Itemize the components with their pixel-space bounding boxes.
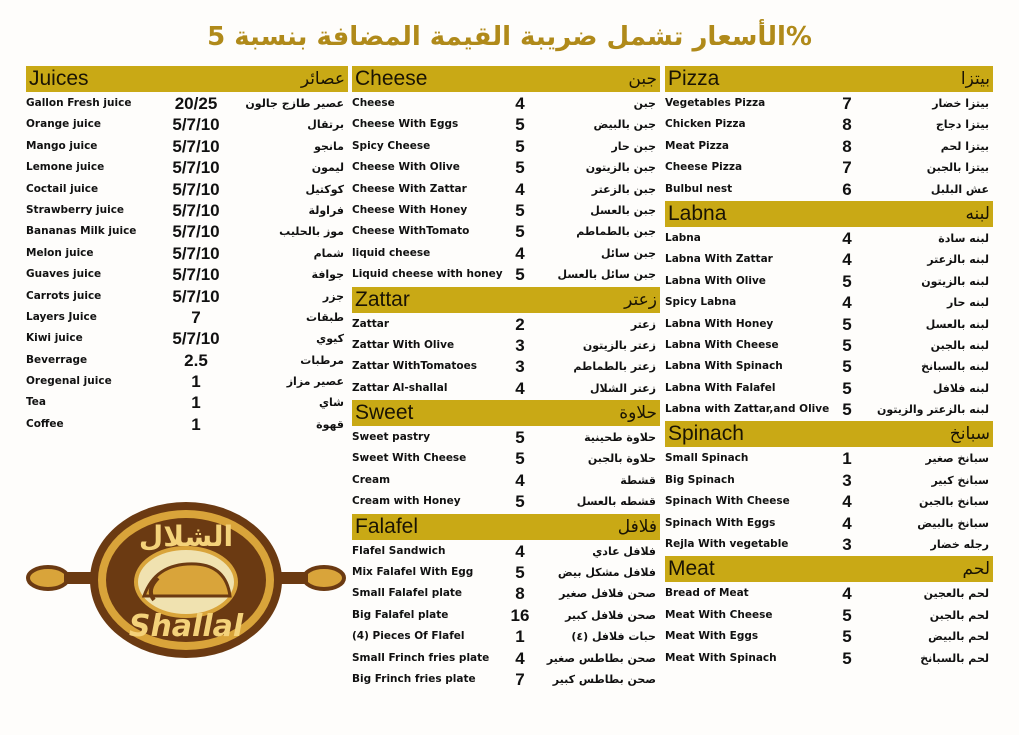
item-name-en: Big Frinch fries plate <box>352 672 476 685</box>
item-name-en: Oregenal juice <box>26 375 112 388</box>
item-price: 1 <box>842 449 852 469</box>
item-name-ar: شمام <box>313 246 344 260</box>
section-title-en: Labna <box>668 201 727 225</box>
menu-item <box>352 379 660 400</box>
item-name-en: Spicy Labna <box>665 296 737 309</box>
menu-item <box>352 670 660 691</box>
item-name-ar: لبنه بالجبن <box>930 338 989 352</box>
item-name-ar: عصير طازج جالون <box>245 97 344 110</box>
item-name-en: Meat With Spinach <box>665 651 777 664</box>
section-title-ar: جبن <box>628 69 657 89</box>
item-name-ar: فلافل عادي <box>592 544 656 558</box>
item-price: 4 <box>515 470 525 490</box>
menu-item <box>352 158 660 179</box>
item-price: 5 <box>842 271 852 291</box>
menu-column-1 <box>26 66 348 436</box>
menu-item <box>26 287 348 308</box>
item-price: 4 <box>515 648 525 668</box>
menu-item <box>26 94 348 115</box>
item-price: 4 <box>842 293 852 313</box>
item-price: 5/7/10 <box>172 200 220 220</box>
item-name-ar: جبن بالعسل <box>590 203 656 217</box>
menu-item <box>352 584 660 605</box>
item-name-en: Cheese With Olive <box>352 161 460 174</box>
item-name-ar: حبات فلافل (٤) <box>571 630 656 644</box>
menu-item <box>352 244 660 265</box>
item-name-ar: مانجو <box>314 139 344 153</box>
section-title-ar: سبانخ <box>949 424 990 445</box>
item-price: 1 <box>191 414 201 434</box>
item-name-en: Bread of Meat <box>665 587 749 600</box>
item-name-en: Mix Falafel With Egg <box>352 566 474 579</box>
item-name-ar: سبانخ صغير <box>925 452 989 466</box>
menu-item <box>665 315 993 336</box>
item-price: 5/7/10 <box>172 329 220 349</box>
item-price: 5 <box>515 115 525 135</box>
item-price: 5 <box>842 605 852 625</box>
item-name-en: Cheese <box>352 97 395 109</box>
section-title-en: Falafel <box>355 514 419 538</box>
menu-item <box>352 428 660 449</box>
item-name-ar: لبنه بالعسل <box>925 317 989 331</box>
menu-column-3 <box>665 66 993 670</box>
item-name-en: Labna With Olive <box>665 274 766 287</box>
item-name-ar: مرطبات <box>300 353 344 367</box>
item-price: 4 <box>842 492 852 512</box>
item-price: 5 <box>515 265 525 285</box>
item-price: 16 <box>510 605 530 625</box>
menu-item <box>26 137 348 158</box>
item-name-ar: حلاوة بالجبن <box>587 452 656 466</box>
item-price: 8 <box>842 115 852 135</box>
menu-item <box>665 400 993 421</box>
section-title-en: Juices <box>29 67 89 90</box>
item-name-ar: جبن حار <box>611 139 656 153</box>
item-price: 4 <box>515 378 525 398</box>
item-name-ar: عصير مزاز <box>286 375 344 389</box>
item-name-ar: زعتر <box>630 317 656 331</box>
item-price: 4 <box>842 584 852 604</box>
menu-item <box>26 265 348 286</box>
menu-item <box>26 244 348 265</box>
item-name-en: Strawberry juice <box>26 203 125 216</box>
item-name-en: Orange juice <box>26 118 101 131</box>
menu-item <box>665 649 993 670</box>
menu-item <box>352 542 660 563</box>
item-price: 5 <box>842 400 852 420</box>
item-name-en: Labna <box>665 231 701 244</box>
menu-item <box>352 449 660 470</box>
menu-item <box>665 158 993 179</box>
item-name-ar: لبنه بالزيتون <box>921 274 989 288</box>
menu-item <box>352 492 660 513</box>
item-name-en: liquid cheese <box>352 246 431 259</box>
item-price: 3 <box>842 535 852 555</box>
item-name-en: Meat With Eggs <box>665 630 759 643</box>
section-title-ar: زعتر <box>624 289 657 310</box>
item-name-ar: زعتر بالزيتون <box>582 338 656 352</box>
item-name-en: Sweet pastry <box>352 431 431 444</box>
item-name-ar: جبن سائل بالعسل <box>557 268 656 282</box>
item-name-en: Small Falafel plate <box>352 587 463 600</box>
item-name-ar: حلاوة طحينية <box>584 431 656 445</box>
section-header-pizza <box>665 66 993 92</box>
logo-arabic-text: الشلال <box>138 520 234 553</box>
item-price: 3 <box>515 335 525 355</box>
item-price: 5 <box>515 492 525 512</box>
item-name-ar: عش البلبل <box>930 182 989 196</box>
section-title-ar: فلافل <box>617 516 657 537</box>
menu-item <box>26 222 348 243</box>
item-price: 5/7/10 <box>172 136 220 156</box>
item-price: 1 <box>191 393 201 413</box>
item-name-en: Labna With Spinach <box>665 360 783 373</box>
item-price: 7 <box>842 94 852 113</box>
item-name-ar: لبنه فلافل <box>932 381 989 395</box>
item-price: 8 <box>515 584 525 604</box>
item-name-en: Spinach With Cheese <box>665 495 790 508</box>
item-name-en: Cream <box>352 473 391 486</box>
item-price: 5 <box>842 314 852 334</box>
menu-item <box>665 514 993 535</box>
menu-item <box>352 563 660 584</box>
menu-item <box>665 471 993 492</box>
section-title-en: Spinach <box>668 422 744 446</box>
item-name-en: Cheese WithTomato <box>352 225 470 238</box>
item-price: 5 <box>515 563 525 583</box>
item-name-en: Zattar WithTomatoes <box>352 360 477 373</box>
menu-item <box>665 272 993 293</box>
item-name-en: Labna With Honey <box>665 317 774 330</box>
item-name-ar: موز بالحليب <box>279 225 344 239</box>
logo-english-text: Shallal <box>128 609 244 644</box>
menu-item <box>26 115 348 136</box>
section-header-cheese <box>352 66 660 92</box>
item-name-ar: بيتزا لحم <box>940 139 989 153</box>
item-name-ar: سبانخ بالبيض <box>917 516 989 530</box>
menu-item <box>665 229 993 250</box>
section-header-meat <box>665 556 993 582</box>
menu-item <box>352 606 660 627</box>
item-name-en: Beverrage <box>26 353 88 366</box>
section-title-ar: حلاوة <box>619 403 657 424</box>
item-name-ar: جبن بالزعتر <box>591 182 656 196</box>
section-title-en: Meat <box>668 557 715 581</box>
menu-item <box>26 351 348 372</box>
item-price: 1 <box>515 627 525 647</box>
section-title-ar: عصائر <box>300 69 345 89</box>
menu-item <box>26 201 348 222</box>
item-name-ar: لحم بالبيض <box>928 630 989 644</box>
item-name-en: Cheese Pizza <box>665 161 743 174</box>
item-name-ar: كيوي <box>316 332 344 346</box>
section-title-en: Cheese <box>355 67 428 90</box>
item-name-en: Small Spinach <box>665 452 749 465</box>
item-name-ar: لبنه سادة <box>938 231 989 245</box>
item-name-en: Cream with Honey <box>352 495 461 508</box>
item-name-ar: جبن <box>633 97 656 110</box>
menu-item <box>352 265 660 286</box>
menu-item <box>665 492 993 513</box>
item-price: 5 <box>842 378 852 398</box>
item-name-en: Cheese With Honey <box>352 203 468 216</box>
item-name-ar: رجله خضار <box>930 538 989 552</box>
menu-item <box>665 357 993 378</box>
item-name-en: Kiwi juice <box>26 332 83 345</box>
item-name-ar: جزر <box>322 289 344 303</box>
item-name-ar: لحم بالجبن <box>929 608 989 622</box>
item-price: 5/7/10 <box>172 265 220 285</box>
section-header-zattar <box>352 287 660 313</box>
item-price: 2.5 <box>184 350 208 370</box>
section-header-spinach <box>665 421 993 447</box>
item-name-en: Gallon Fresh juice <box>26 97 132 109</box>
menu-item <box>352 115 660 136</box>
menu-item <box>352 627 660 648</box>
item-price: 3 <box>515 357 525 377</box>
item-price: 5/7/10 <box>172 286 220 306</box>
item-price: 5/7/10 <box>172 222 220 242</box>
menu-item <box>352 471 660 492</box>
item-name-en: Guaves juice <box>26 268 102 281</box>
item-price: 5 <box>842 648 852 668</box>
section-header-juices <box>26 66 348 92</box>
menu-item <box>352 315 660 336</box>
menu-item <box>26 329 348 350</box>
menu-item <box>665 250 993 271</box>
item-price: 5/7/10 <box>172 115 220 135</box>
item-name-ar: قشطة <box>620 473 656 487</box>
menu-item <box>352 137 660 158</box>
menu-item <box>665 627 993 648</box>
menu-item <box>665 94 993 115</box>
item-price: 2 <box>515 314 525 334</box>
menu-item <box>665 336 993 357</box>
menu-item <box>665 115 993 136</box>
shallal-logo <box>26 498 346 668</box>
menu-item <box>665 535 993 556</box>
section-title-ar: بيتزا <box>960 69 990 89</box>
item-name-en: (4) Pieces Of Flafel <box>352 630 465 643</box>
item-name-ar: سبانخ كبير <box>931 473 989 487</box>
item-name-ar: لحم بالعجين <box>923 587 989 601</box>
item-name-en: Meat With Cheese <box>665 608 773 621</box>
item-price: 5 <box>842 357 852 377</box>
section-title-ar: لحم <box>962 559 990 580</box>
item-name-ar: ليمون <box>311 161 344 175</box>
item-price: 7 <box>842 158 852 178</box>
menu-item <box>665 606 993 627</box>
item-name-en: Cheese With Zattar <box>352 182 467 195</box>
item-name-en: Lemone juice <box>26 161 105 174</box>
logo-graphic <box>26 498 346 668</box>
item-name-en: Spinach With Eggs <box>665 516 776 529</box>
item-price: 4 <box>515 179 525 199</box>
section-title-ar: لبنه <box>965 203 990 224</box>
item-price: 5 <box>842 627 852 647</box>
item-name-en: Zattar <box>352 317 390 330</box>
item-price: 4 <box>515 243 525 263</box>
item-name-en: Bananas Milk juice <box>26 225 137 238</box>
item-name-ar: فراولة <box>308 203 344 217</box>
menu-column-2 <box>352 66 660 691</box>
item-name-ar: جبن بالطماطم <box>576 225 656 239</box>
item-name-ar: بيتزا بالجبن <box>926 161 989 175</box>
item-name-en: Flafel Sandwich <box>352 544 446 557</box>
menu-item <box>665 584 993 605</box>
section-title-en: Zattar <box>355 287 410 311</box>
item-name-en: Zattar With Olive <box>352 338 455 351</box>
item-name-en: Labna With Zattar <box>665 253 773 266</box>
item-name-en: Cheese With Eggs <box>352 118 459 131</box>
item-price: 7 <box>515 669 525 689</box>
item-name-en: Vegetables Pizza <box>665 97 766 109</box>
item-name-ar: زعتر بالطماطم <box>573 360 656 374</box>
item-name-ar: برتقال <box>307 118 344 132</box>
item-name-en: Mango juice <box>26 139 98 152</box>
item-name-ar: شاي <box>318 396 344 410</box>
item-price: 8 <box>842 136 852 156</box>
item-name-ar: صحن بطاطس كبير <box>552 672 656 686</box>
item-name-en: Labna With Cheese <box>665 338 779 351</box>
menu-item <box>665 293 993 314</box>
item-name-en: Big Falafel plate <box>352 608 449 621</box>
item-name-ar: قهوة <box>316 417 344 431</box>
menu-item <box>26 372 348 393</box>
menu-item <box>665 379 993 400</box>
item-price: 5 <box>515 158 525 178</box>
item-name-ar: لبنه بالسبانخ <box>921 360 989 374</box>
item-name-ar: لحم بالسبانخ <box>920 651 989 665</box>
item-price: 5 <box>515 136 525 156</box>
item-price: 5/7/10 <box>172 158 220 178</box>
item-name-en: Liquid cheese with honey <box>352 268 503 281</box>
item-name-en: Bulbul nest <box>665 182 733 195</box>
menu-item <box>26 158 348 179</box>
menu-item <box>352 201 660 222</box>
menu-item <box>665 449 993 470</box>
item-name-ar: طبقات <box>306 310 344 324</box>
item-name-en: Zattar Al-shallal <box>352 381 448 394</box>
item-name-ar: صحن بطاطس صغير <box>546 651 656 665</box>
menu-item <box>26 308 348 329</box>
menu-item <box>352 336 660 357</box>
menu-item <box>352 357 660 378</box>
item-name-en: Labna with Zattar,and Olive <box>665 403 830 416</box>
menu-item <box>26 393 348 414</box>
item-price: 4 <box>842 228 852 248</box>
item-name-ar: جوافة <box>311 268 344 282</box>
menu-item <box>665 137 993 158</box>
menu-item <box>352 180 660 201</box>
item-price: 5 <box>515 222 525 242</box>
item-price: 5 <box>515 449 525 469</box>
menu-item <box>352 649 660 670</box>
item-name-ar: لبنه بالزعتر <box>927 253 989 267</box>
item-price: 5 <box>515 200 525 220</box>
menu-item <box>26 180 348 201</box>
item-name-en: Melon juice <box>26 246 94 259</box>
item-name-en: Coctail juice <box>26 182 99 195</box>
menu-item <box>352 222 660 243</box>
menu-item <box>352 94 660 115</box>
item-name-ar: بيتزا دجاج <box>935 118 989 132</box>
menu-item <box>26 415 348 436</box>
item-price: 4 <box>515 94 525 113</box>
item-name-ar: صحن فلافل كبير <box>565 608 656 622</box>
item-price: 20/25 <box>174 94 218 113</box>
item-name-en: Carrots juice <box>26 289 102 302</box>
item-name-en: Labna With Falafel <box>665 381 776 394</box>
item-name-ar: لبنه بالزعتر والزيتون <box>876 403 989 417</box>
item-name-ar: قشطه بالعسل <box>576 495 656 509</box>
item-name-en: Meat Pizza <box>665 139 729 152</box>
item-price: 5/7/10 <box>172 179 220 199</box>
item-price: 4 <box>842 513 852 533</box>
item-price: 5 <box>842 335 852 355</box>
item-name-en: Big Spinach <box>665 473 735 486</box>
item-name-ar: جبن بالبيض <box>593 118 656 132</box>
item-price: 7 <box>191 307 201 327</box>
item-price: 5 <box>515 428 525 448</box>
item-name-ar: بيتزا خضار <box>932 97 989 110</box>
item-name-en: Layers Juice <box>26 310 97 323</box>
item-name-en: Small Frinch fries plate <box>352 651 490 664</box>
item-name-en: Rejla With vegetable <box>665 538 789 551</box>
item-name-ar: فلافل مشكل بيض <box>557 566 656 580</box>
item-price: 3 <box>842 470 852 490</box>
section-header-sweet <box>352 400 660 426</box>
item-name-ar: جبن سائل <box>600 246 656 260</box>
item-name-en: Tea <box>26 396 46 409</box>
item-name-ar: لبنه حار <box>946 296 989 310</box>
page-title: الأسعار تشمل ضريبة القيمة المضافة بنسبة 5% <box>207 22 812 52</box>
item-price: 4 <box>842 250 852 270</box>
item-price: 5/7/10 <box>172 243 220 263</box>
item-name-en: Spicy Cheese <box>352 139 431 152</box>
section-header-labna <box>665 201 993 227</box>
section-title-en: Sweet <box>355 401 414 425</box>
item-name-en: Sweet With Cheese <box>352 452 467 465</box>
item-name-ar: صحن فلافل صغير <box>559 587 656 601</box>
item-price: 1 <box>191 372 201 392</box>
item-name-en: Coffee <box>26 417 64 430</box>
section-title-en: Pizza <box>668 67 720 90</box>
item-name-ar: جبن بالزيتون <box>585 161 656 175</box>
item-name-ar: كوكتيل <box>305 182 344 196</box>
menu-item <box>665 180 993 201</box>
item-name-ar: سبانخ بالجبن <box>918 495 989 509</box>
item-price: 6 <box>842 179 852 199</box>
section-header-falafel <box>352 514 660 540</box>
item-name-ar: زعتر الشلال <box>590 381 656 395</box>
item-price: 4 <box>515 541 525 561</box>
item-name-en: Chicken Pizza <box>665 118 746 131</box>
